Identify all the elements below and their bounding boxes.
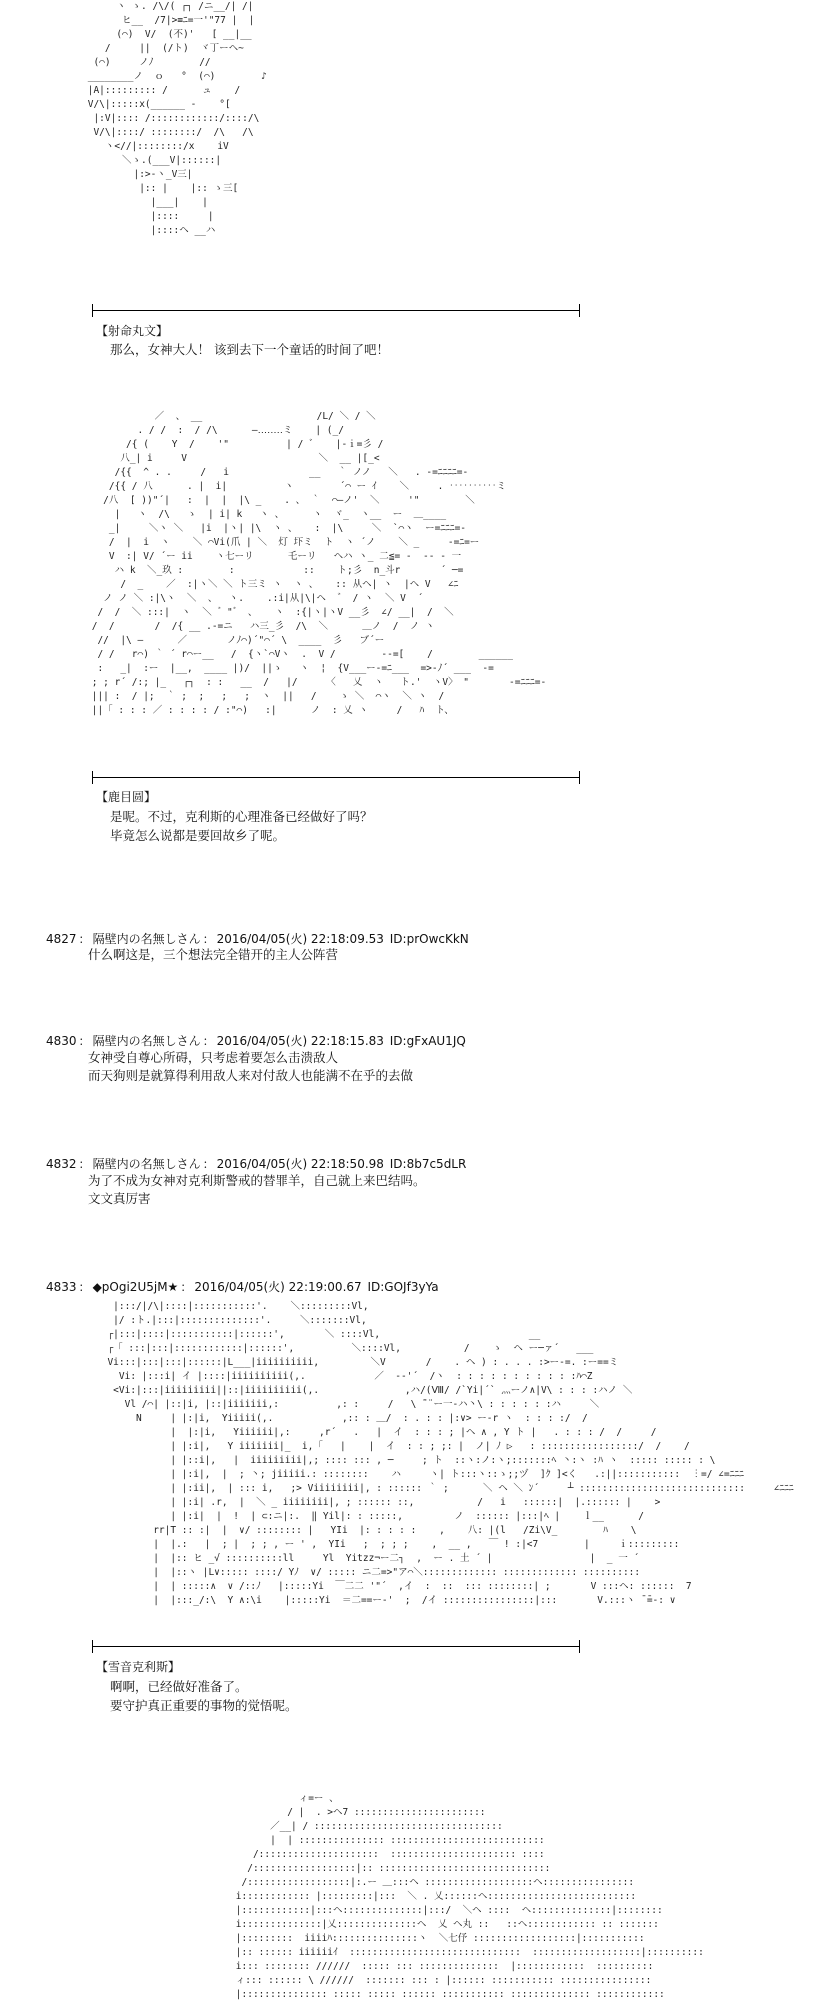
post-line: 为了不成为女神对克利斯警戒的替罪羊，自己就上来巴结吗。 — [88, 1173, 426, 1188]
post-body-4827 — [88, 946, 338, 964]
speaker-label-madoka: 【鹿目圆】 — [96, 790, 157, 804]
ascii-art-bottom-figure: ィ=ー 、 / | . >ヘ7 ::::::::::::::::::::::: ／__| / ::::::::::::::::::::::::::::::::: | | ::::::::::::::: ::::::::::::::::::::::::::: /::::::::::::::::::::: :::::::::::::::::::::: :::: /::::::::::::::::::|:: :::::::::::::::::::::::::::::: /::::::::::::::::::|:.ー ＿:::ヘ :::::::::::::::::::ヘ:::::::::::::::: i:::::::::::: |:::::::::|::: ＼ . 乂::::::ヘ:::::::::::::::::::::::::: |::::::::::::|:::ヘ::::::::::::::|:::/ ＼ヘ :::: ヘ::::::::::::::|:::::::: i::::::::::::::|乂::::::::::::::ヘ 乂 ヘ丸 :: ::ヘ:::::::::::: :: ::::::: |::::::::: iiiiﾊ:::::::::::::::ヽ ＼七伃 ::::::::::::::::::|::::::::::: |:: :::::: iiiiiiｲ :::::::::::::::::::::::::::::: :::::::::::::::::::|:::::::::: i::: :::::::: ////// ::::: ::: :::::::::::::: |:::::::::::: :::::::::: ィ::: :::::: \ ////// ::::::: ::: : |:::::: ::::::::::: :::::::::::::::: |::::::::::::::: ::::: ::::: :::::: ::::::::::: :::::::::::::: :::::::::::: — [235, 1793, 704, 2000]
post-name: 隔壁内の名無しさん — [92, 1157, 201, 1171]
post-header-4827: 4827 ： 隔壁内の名無しさん ： 2016/04/05(火) 22:18:09.53 ID:prOwcKkN — [46, 932, 469, 946]
dialogue-line-chris-1: 啊啊，已经做好准备了。 — [110, 1679, 248, 1694]
post-number[interactable]: 4827 — [46, 932, 77, 946]
post-number[interactable]: 4830 — [46, 1034, 77, 1048]
post-id[interactable]: ID:gFxAU1JQ — [389, 1034, 466, 1048]
divider-rule-2 — [92, 777, 580, 778]
post-datetime: 2016/04/05(火) 22:19:00.67 — [194, 1280, 362, 1294]
dialogue-line-madoka-1: 是呢。不过，克利斯的心理准备已经做好了吗？ — [110, 809, 373, 824]
post-header-4833: 4833 ： ◆pOgi2U5jM★ ： 2016/04/05(火) 22:19:00.67 ID:GOJf3yYa — [46, 1280, 439, 1294]
post-datetime: 2016/04/05(火) 22:18:09.53 — [216, 932, 384, 946]
dialogue-line-madoka-2: 毕竟怎么说都是要回故乡了呢。 — [110, 828, 286, 843]
post-header-4832: 4832 ： 隔壁内の名無しさん ： 2016/04/05(火) 22:18:50.98 ID:8b7c5dLR — [46, 1157, 467, 1171]
ascii-art-madoka-scene: ／ 、 __ /L/ ＼ / ＼ . / / : / /\ ―‥‥‥‥ミ | (_/ /{ ( Y / '" | / ゛ |-ｉ=彡 / 八_| i V ＼ __ |[_< /{{ ^ . . / i __ ｀ ノノ ＼ . -=ﾆﾆﾆﾆ=- /{{ / 八 . | i| ヽ ´⌒ ー ｲ ＼ . ‥‥‥‥‥ミ /八 [ ))"´| : | | |\ _ . 、 ｀ ⌒―ノ' ＼ '" ＼ | ヽ /\ ゝ | i| k ヽ 、 ヽ ヾ_ ヽ__ ー ＿____ _| ＼ヽ ＼ |i |ヽ| |\ ヽ 、 : |\ ＼ `⌒ヽ ー=ﾆﾆﾆ=- / | i ヽ ＼ ⌒Vi(爪 | ＼ 灯 圷ミ ト ヽ ´ノ ＼ _ ‐=ﾆ=ー V :| V/ ´ー ii ヽ七ーリ 乇ーリ ヘハ ヽ_ 二≦= - ‐- - 一 ハ k ＼_玖 : : :: ト;彡 n_斗r ´ ─= / _ ／ :|ヽ＼ ＼ ト三ミ ヽ ヽ 、 :: 从ヘ| ヽ |ヘ V ∠ﾆ ノ ノ ＼ :|\ヽ ＼ 、 ヽ. .:i|从|\|ヘ ゛ / ヽ ＼ V ´ / / ＼ :::| ヽ ＼ ゛"゛ 、 ヽ :{|ヽ|ヽV __彡 ∠/ __| / ＼ / / / /{ __ .-=ニ ハ三_彡 /\ ＼ ＿ノ / ノ ヽ // |\ ― ／ ノﾉ⌒)´"⌒´ \ ____ 彡 ブ´ー / / r⌒) ｀ ´ r⌒ー__ / {ヽ`⌒Vヽ . V / --=[ / ______ : _| :ー |__, ____ |)/ ||ゝ ヽ ¦ {V___ー‐=ﾆ___ =>-ﾉ´ ___ -= ; ; r´ /:; |_ ┌┐ : : __ / |/ 〈 乂 ヽ ト.' ヽV〉 " -=ﾆﾆﾆ=- ||| : / |; ｀ ; ; ; ; ヽ || / ゝ ＼ ⌒ヽ ＼ ヽ / ||「 : : : ／ : : : : / :"⌒) :| ノ : 乂 ヽ / ﾊ ト、 — [91, 411, 547, 716]
post-name: 隔壁内の名無しさん — [92, 1034, 201, 1048]
post-name: 隔壁内の名無しさん — [92, 932, 201, 946]
divider-rule-3 — [92, 1646, 580, 1647]
post-id[interactable]: ID:prOwcKkN — [389, 932, 469, 946]
post-line: 文文真厉害 — [88, 1191, 151, 1206]
post-line: 什么啊这是，三个想法完全错开的主人公阵营 — [88, 947, 339, 962]
post-id[interactable]: ID:8b7c5dLR — [389, 1157, 467, 1171]
ascii-art-chris-scene: |:::/|/\|::::|:::::::::::'. ＼:::::::::Vl, |/ :ト.|:::|::::::::::::::'. ＼:::::::Vl, ┌|:::|::::|:::::::::::|::::::', ＼ ::::Vl, __ ┌「 :::|:::|::::::::::::|::::::', ＼::::Vl, / ゝ ヘ ー─ァ´ ___ Vi:::|:::|:::|::::::|L___|iiiiiiiiii, ＼V / . ヘ ) : . . . :>ー‐=. :ー==ミ Vi: |:::i| イ |::::|iiiiiiiiii(,. ／ -‐'´ /ヽ : : : : : : : : : : :ﾊ⌒Z <Vi:|:::|iiiiiiiii||::|iiiiiiiiii(,. ,ハ/(Ⅷ/ /`Yi|´` 灬ーノ∧|V\ : : : :ハノ ＼ Vl /⌒| |::|i, |::|iiiiiii,: ,: : / \ ̄¨¨ー一‐ハ丶\ : : : : : :ハ ＼ N | |:|i, Yiiiii(,. ,:: : ＿/ : . : : |:∨> ー‐r ヽ : : : :/ / | |:|i, Yiiiiii|,: ,r´ . | イ : : : ; |ヘ ∧ , Y ト | . : : : / / / | |:i|, Y iiiiiii|_ i,「 | | イ : : ; ;: | ノ| ﾉ ▷ : :::::::::::::::::/ / / | |::i|, | iiiiiiiii|,; :::: ::: , ─ ; ト ::ヽ:ノ:ヽ;:::::::ﾍ 丶:ヽ :ﾊ ヽ ::::: ::::: : \ | |:i|, | ; 丶; jiiiii.: :::::::: ハ ヽ| ト:::ヽ::ゝ;;ヅ ]ｸ ]<く .:||::::::::::: ︙=/ ∠=ﾆﾆﾆ | |:ii|, | ::: i, ;> Viiiiiiii|, : :::::: ｀ ; ＼ ヘ ＼ ﾝ´ ┴ ::::::::::::::::::::::::::::: ∠ﾆﾆﾆ | |:i| .r, | ＼ _ iiiiiiii|, ; :::::: ::, / i ::::::| |.:::::: | > | |:i| | ! | ⊂:ニ|:. ‖ Yil|: : :::::, ノ :::::: |:::|ﾍ | ｌ__ / rr|T :: :| | ∨/ :::::::: | YIi |: : : : : , 八: |(l /Zi\V_ ﾊ \ | |.: | ; | ; ; , ー ' , YIi ; ; ; ; , __ , ￣ ! :|<7 | ｉ::::::::: | |:: ヒ _√ ::::::::::ll Yl Yitzz¬ー二┐ , ー . 土 ´ | | _ 一 ´ | |::ヽ |L∨::::: ::::/ Yﾉ ∨/ ::::: ニ二=>"ア⌒＼::::::::::::: ::::::::::::: :::::::::: | | :::::∧ ∨ /::ﾉ |:::::Yi ￣二二 '"´ ,イ : :: ::: ::::::::| ; V :::ヘ: :::::: 7 | |:::_/:\ Y ∧:\i |:::::Yi ＝二==ー‐' ; /イ ::::::::::::::::|::: V.:::ヽ ̄ ̄=-: ∨ — [107, 1301, 794, 1606]
dialogue-line-chris-2: 要守护真正重要的事物的觉悟呢。 — [110, 1698, 298, 1713]
post-line: 女神受自尊心所碍，只考虑着要怎么击溃敌人 — [88, 1050, 339, 1065]
speaker-label-aya: 【射命丸文】 — [96, 324, 169, 338]
post-number[interactable]: 4832 — [46, 1157, 77, 1171]
post-body-4830 — [88, 1049, 413, 1085]
post-header-4830: 4830 ： 隔壁内の名無しさん ： 2016/04/05(火) 22:18:15.83 ID:gFxAU1JQ — [46, 1034, 466, 1048]
speaker-label-chris: 【雪音克利斯】 — [96, 1660, 181, 1674]
post-body-4832 — [88, 1172, 426, 1208]
post-line: 而天狗则是就算得利用敌人来对付敌人也能满不在乎的去做 — [88, 1068, 414, 1083]
post-name: ◆pOgi2U5jM★ — [92, 1280, 179, 1294]
post-number[interactable]: 4833 — [46, 1280, 77, 1294]
divider-rule-1 — [92, 310, 580, 311]
post-datetime: 2016/04/05(火) 22:18:15.83 — [216, 1034, 384, 1048]
ascii-art-aya: ヽ ゝ. /\/( ┌┐ /ニ__/| /| ヒ__ /7|>≡ﾆ=一'"77 | | (⌒) V/ (不)' [ __|__ / || (/ト) ヾ丁ーヘ~ (⌒) ノﾉ // ________ノ ｏ ° (⌒) ♪ |A|::::::::: / ュ / V/\|:::::x(______ - °[ |:V|:::: /::::::::::::/::::/\ V/\|::::/ ::::::::/ /\ /\ ヽ<//|::::::::/x iV ＼ゝ.(___V|::::::| |:>-ヽ_V三| |:: | |:: ゝ三[ |___| | |:::: | |::::ヘ __ハ — [87, 1, 267, 236]
post-datetime: 2016/04/05(火) 22:18:50.98 — [216, 1157, 384, 1171]
dialogue-line-aya-1: 那么，女神大人！ 该到去下一个童话的时间了吧！ — [110, 342, 389, 357]
post-id[interactable]: ID:GOJf3yYa — [367, 1280, 439, 1294]
